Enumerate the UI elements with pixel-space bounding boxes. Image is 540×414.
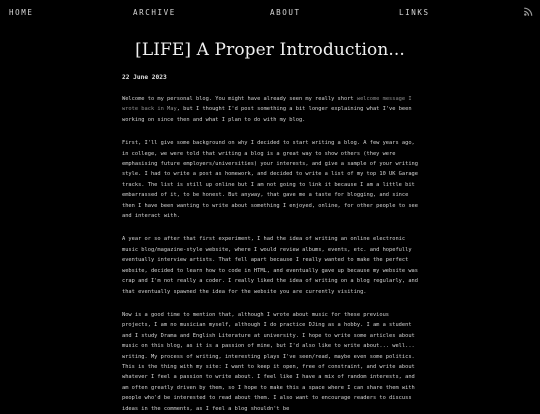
post-paragraph-1 (122, 94, 418, 125)
paragraph-1-text-start: Welcome to my personal blog. You might have already seen my really short (122, 96, 357, 102)
nav-home-link[interactable]: HOME (9, 8, 34, 17)
blog-post (122, 40, 418, 414)
rss-icon[interactable] (524, 7, 532, 16)
post-paragraph-3: A year or so after that first experiment, I had the idea of writing an online electronic music blog/magazine-style website, where I would review albums, events, etc. and hopefully eventually interview artists. That fell apart because I really wanted to make the perfect website, decided to learn how to code in HTML, and eventually gave up because my website was crap and I'm not really a coder. I really liked the idea of writing on a blog regularly, and that eventually spawned the idea for the website you are currently visiting. (122, 236, 418, 295)
nav-about-link[interactable]: ABOUT (270, 8, 301, 17)
paragraph-1-text-end: , but I thought I'd post something a bit longer explaining what I've been working on since then and what I plan to do with my blog. (122, 106, 412, 123)
top-navigation (0, 0, 540, 26)
nav-links-link[interactable]: LINKS (399, 8, 430, 17)
post-date: 22 June 2023 (122, 74, 167, 81)
nav-archive-link[interactable]: ARCHIVE (133, 8, 176, 17)
post-paragraph-4: Now is a good time to mention that, although I wrote about music for these previous projects, I am no musician myself, although I do practice DJing as a hobby. I am a student and I study Drama and English Literature at university. I hope to write some articles about music on this blog, as it is a passion of mine, but I'd also like to write about... well... writing. My process of writing, interesting plays I've seen/read, maybe even some politics. This is the thing with my site: I want to keep it open, free of constraint, and write about whatever I feel a passion to write about. I feel like I have a mix of random interests, and am often greatly driven by them, so I hope to make this a space where I can share them with people who'd be interested to read about them. I also want to encourage readers to discuss ideas in the comments, as I feel a blog shouldn't be (122, 311, 415, 412)
post-paragraph-2: First, I'll give some background on why I decided to start writing a blog. A few years ago, in college, we were told that writing a blog is a great way to show others (they were emphasising future employers/universities) your interests, and give a sample of your writing style. I had to write a post as homework, and decided to write a list of my top 10 UK Garage tracks. The list is still up online but I am not going to link it because I am a little bit embarrassed of it, to be honest. But anyway, that gave me a taste for blogging, and since then I have been wanting to write about something I enjoyed, online, for other people to see and interact with. (122, 140, 418, 220)
welcome-message-link[interactable]: welcome message I wrote back in May (122, 96, 412, 113)
post-title: [LIFE] A Proper Introduction... (135, 40, 405, 60)
